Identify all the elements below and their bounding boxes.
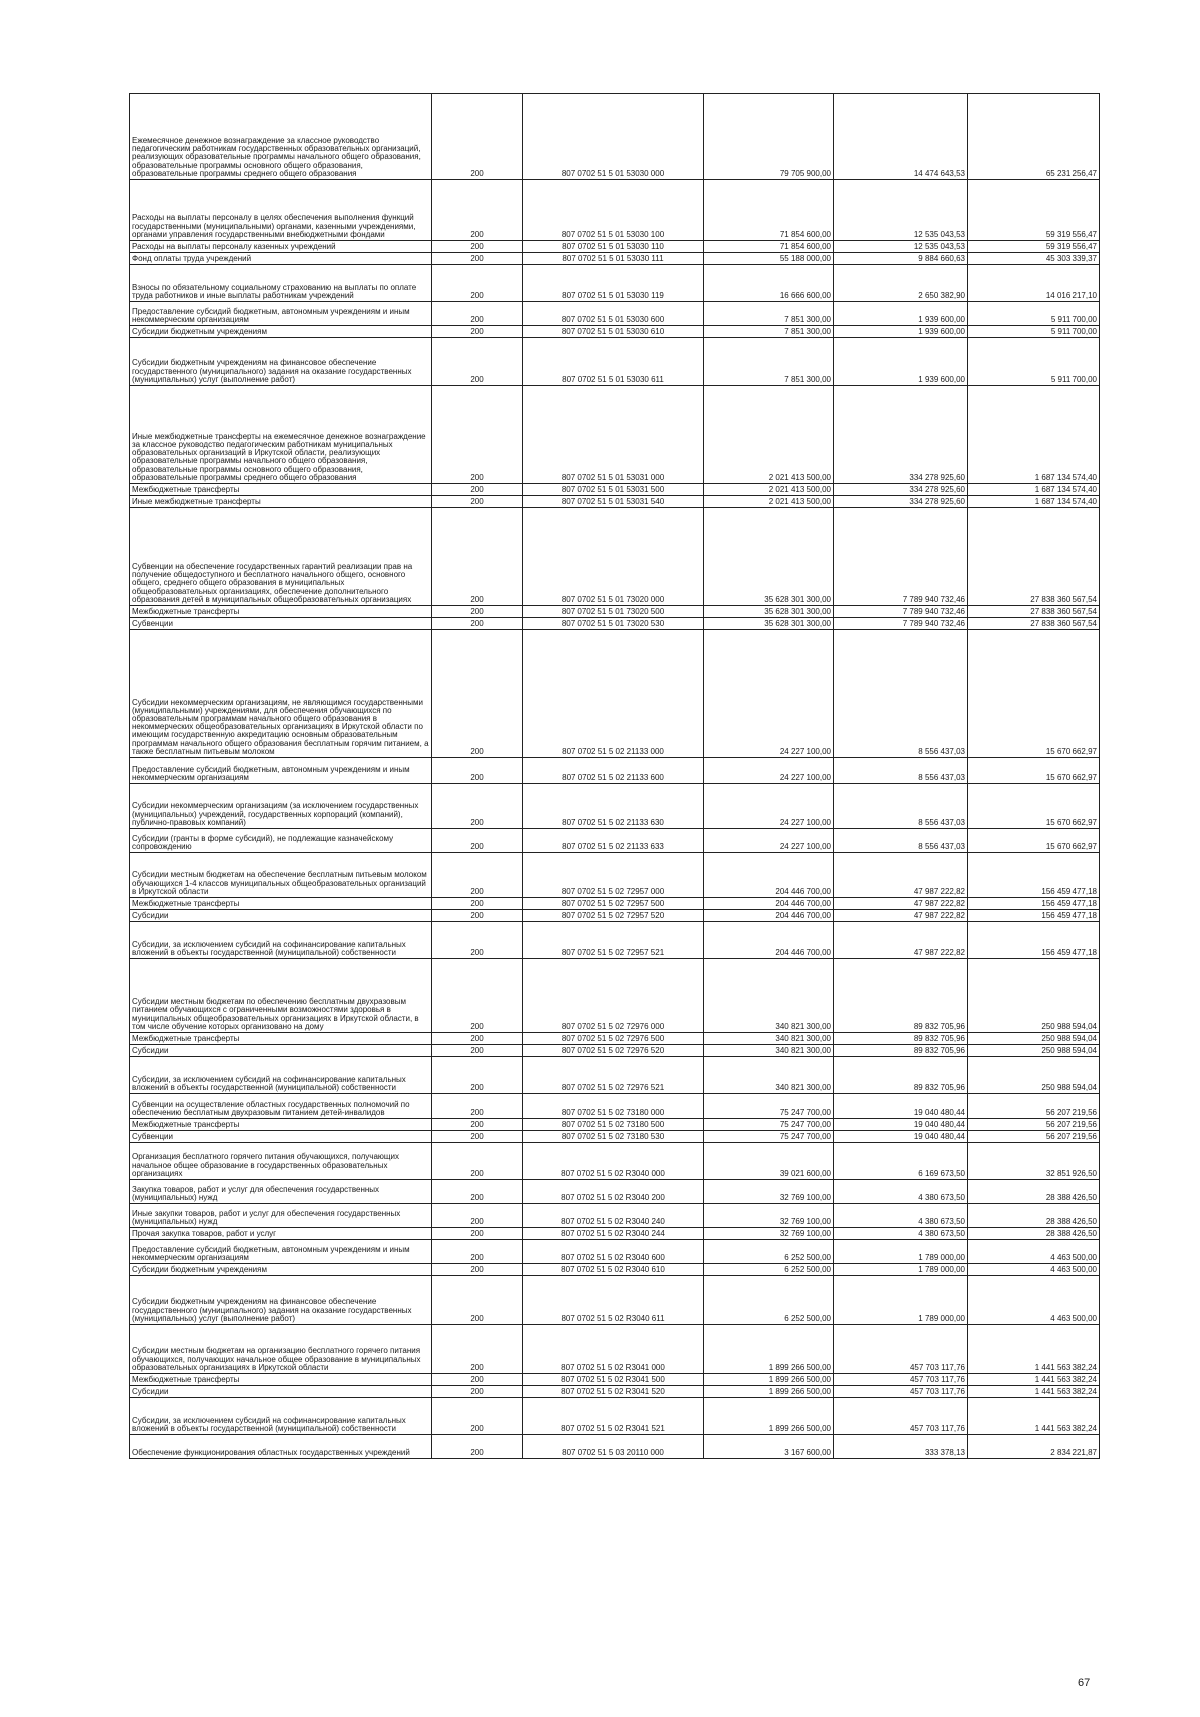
- table-row: [130, 326, 1100, 338]
- row-approved-cell: 39 021 600,00: [704, 1143, 834, 1180]
- row-unexecuted-cell: 1 687 134 574,40: [968, 386, 1100, 484]
- row-name-cell: Межбюджетные трансферты: [130, 1374, 432, 1386]
- row-name-cell: Субсидии бюджетным учреждениям на финансовое обеспечение государственного (муниципального) задания на оказание государственных (муниципальных) услуг (выполнение работ): [130, 338, 432, 386]
- row-executed-cell: 19 040 480,44: [834, 1119, 968, 1131]
- row-unexecuted-cell: 156 459 477,18: [968, 910, 1100, 922]
- row-approved-cell: 32 769 100,00: [704, 1180, 834, 1204]
- row-name-cell: Субсидии местным бюджетам на организацию бесплатного горячего питания обучающихся, получающих начальное общее образование в муниципальных образовательных организациях в Иркутской области: [130, 1325, 432, 1374]
- row-executed-cell: 334 278 925,60: [834, 496, 968, 508]
- row-budget-code-cell: 807 0702 51 5 02 72957 521: [523, 922, 704, 959]
- table-row: [130, 1240, 1100, 1264]
- row-unexecuted-cell: 27 838 360 567,54: [968, 606, 1100, 618]
- row-approved-cell: 75 247 700,00: [704, 1119, 834, 1131]
- row-unexecuted-cell: 59 319 556,47: [968, 180, 1100, 241]
- table-row: [130, 1386, 1100, 1398]
- row-executed-cell: 12 535 043,53: [834, 180, 968, 241]
- row-unexecuted-cell: 250 988 594,04: [968, 1033, 1100, 1045]
- row-line-code-cell: 200: [432, 496, 523, 508]
- row-budget-code-cell: 807 0702 51 5 01 53030 111: [523, 253, 704, 265]
- row-unexecuted-cell: 156 459 477,18: [968, 853, 1100, 898]
- row-executed-cell: 8 556 437,03: [834, 630, 968, 758]
- row-approved-cell: 55 188 000,00: [704, 253, 834, 265]
- row-executed-cell: 334 278 925,60: [834, 484, 968, 496]
- row-unexecuted-cell: 5 911 700,00: [968, 338, 1100, 386]
- row-approved-cell: 32 769 100,00: [704, 1228, 834, 1240]
- row-budget-code-cell: 807 0702 51 5 02 R3040 240: [523, 1204, 704, 1228]
- row-name-cell: Субсидии, за исключением субсидий на софинансирование капитальных вложений в объекты государственной (муниципальной) собственности: [130, 1398, 432, 1435]
- row-approved-cell: 1 899 266 500,00: [704, 1398, 834, 1435]
- row-unexecuted-cell: 56 207 219,56: [968, 1131, 1100, 1143]
- row-unexecuted-cell: 56 207 219,56: [968, 1119, 1100, 1131]
- table-row: [130, 508, 1100, 606]
- row-budget-code-cell: 807 0702 51 5 02 73180 000: [523, 1094, 704, 1119]
- row-approved-cell: 24 227 100,00: [704, 829, 834, 853]
- row-budget-code-cell: 807 0702 51 5 02 R3041 000: [523, 1325, 704, 1374]
- row-approved-cell: 204 446 700,00: [704, 898, 834, 910]
- row-budget-code-cell: 807 0702 51 5 02 73180 500: [523, 1119, 704, 1131]
- row-line-code-cell: 200: [432, 1276, 523, 1325]
- row-budget-code-cell: 807 0702 51 5 02 R3040 611: [523, 1276, 704, 1325]
- row-name-cell: Субсидии: [130, 910, 432, 922]
- table-row: [130, 898, 1100, 910]
- table-row: [130, 922, 1100, 959]
- row-executed-cell: 89 832 705,96: [834, 1033, 968, 1045]
- row-approved-cell: 204 446 700,00: [704, 922, 834, 959]
- row-unexecuted-cell: 28 388 426,50: [968, 1204, 1100, 1228]
- budget-execution-table: [129, 93, 1100, 1459]
- row-name-cell: Ежемесячное денежное вознаграждение за классное руководство педагогическим работникам государственных образовательных организаций, реализующих образовательные программы начального общего образования, образовательные программы основного общего образования, образовательные программы среднего общего образования: [130, 94, 432, 180]
- row-name-cell: Субсидии бюджетным учреждениям: [130, 326, 432, 338]
- row-executed-cell: 1 939 600,00: [834, 326, 968, 338]
- row-unexecuted-cell: 1 441 563 382,24: [968, 1374, 1100, 1386]
- row-executed-cell: 457 703 117,76: [834, 1325, 968, 1374]
- row-approved-cell: 1 899 266 500,00: [704, 1374, 834, 1386]
- row-unexecuted-cell: 1 441 563 382,24: [968, 1398, 1100, 1435]
- row-name-cell: Закупка товаров, работ и услуг для обеспечения государственных (муниципальных) нужд: [130, 1180, 432, 1204]
- row-name-cell: Субсидии бюджетным учреждениям: [130, 1264, 432, 1276]
- row-approved-cell: 35 628 301 300,00: [704, 606, 834, 618]
- row-executed-cell: 6 169 673,50: [834, 1143, 968, 1180]
- row-line-code-cell: 200: [432, 94, 523, 180]
- row-executed-cell: 89 832 705,96: [834, 1057, 968, 1094]
- page-number: 67: [1078, 1677, 1091, 1689]
- row-budget-code-cell: 807 0702 51 5 02 R3040 200: [523, 1180, 704, 1204]
- row-budget-code-cell: 807 0702 51 5 01 73020 000: [523, 508, 704, 606]
- row-name-cell: Иные межбюджетные трансферты на ежемесячное денежное вознаграждение за классное руководство педагогическим работникам муниципальных образовательных организаций в Иркутской области, реализующих образовательные программы начального общего образования, образовательные программы основного общего образования, образовательные программы среднего общего образования: [130, 386, 432, 484]
- row-executed-cell: 47 987 222,82: [834, 922, 968, 959]
- row-budget-code-cell: 807 0702 51 5 01 53031 000: [523, 386, 704, 484]
- row-executed-cell: 4 380 673,50: [834, 1228, 968, 1240]
- row-name-cell: Субсидии некоммерческим организациям, не являющимся государственными (муниципальными) учреждениями, для обеспечения обучающихся по образовательным программам начального общего образования в некоммерческих общеобразовательных организациях в Иркутской области по имеющим государственную аккредитацию основным образовательным программам начального общего образования бесплатным горячим питанием, а также бесплатным питьевым молоком: [130, 630, 432, 758]
- row-budget-code-cell: 807 0702 51 5 01 53030 610: [523, 326, 704, 338]
- row-approved-cell: 24 227 100,00: [704, 784, 834, 829]
- row-executed-cell: 334 278 925,60: [834, 386, 968, 484]
- row-line-code-cell: 200: [432, 1228, 523, 1240]
- row-budget-code-cell: 807 0702 51 5 02 72957 500: [523, 898, 704, 910]
- table-row: [130, 1094, 1100, 1119]
- row-approved-cell: 1 899 266 500,00: [704, 1386, 834, 1398]
- table-row: [130, 1435, 1100, 1459]
- row-unexecuted-cell: 59 319 556,47: [968, 241, 1100, 253]
- row-approved-cell: 35 628 301 300,00: [704, 618, 834, 630]
- row-executed-cell: 19 040 480,44: [834, 1094, 968, 1119]
- row-approved-cell: 1 899 266 500,00: [704, 1325, 834, 1374]
- row-unexecuted-cell: 250 988 594,04: [968, 959, 1100, 1033]
- row-name-cell: Взносы по обязательному социальному страхованию на выплаты по оплате труда работников и иные выплаты работникам учреждений: [130, 265, 432, 302]
- row-line-code-cell: 200: [432, 1033, 523, 1045]
- row-name-cell: Межбюджетные трансферты: [130, 606, 432, 618]
- row-budget-code-cell: 807 0702 51 5 02 72976 520: [523, 1045, 704, 1057]
- row-line-code-cell: 200: [432, 1374, 523, 1386]
- row-unexecuted-cell: 32 851 926,50: [968, 1143, 1100, 1180]
- row-line-code-cell: 200: [432, 253, 523, 265]
- row-budget-code-cell: 807 0702 51 5 01 73020 530: [523, 618, 704, 630]
- row-budget-code-cell: 807 0702 51 5 01 53030 119: [523, 265, 704, 302]
- row-name-cell: Прочая закупка товаров, работ и услуг: [130, 1228, 432, 1240]
- row-name-cell: Расходы на выплаты персоналу в целях обеспечения выполнения функций государственными (муниципальными) органами, казенными учреждениями, органами управления государственными внебюджетными фондами: [130, 180, 432, 241]
- table-row: [130, 386, 1100, 484]
- table-row: [130, 1264, 1100, 1276]
- row-approved-cell: 340 821 300,00: [704, 1057, 834, 1094]
- row-approved-cell: 204 446 700,00: [704, 853, 834, 898]
- row-executed-cell: 457 703 117,76: [834, 1398, 968, 1435]
- row-budget-code-cell: 807 0702 51 5 01 53030 000: [523, 94, 704, 180]
- row-executed-cell: 7 789 940 732,46: [834, 508, 968, 606]
- row-executed-cell: 8 556 437,03: [834, 784, 968, 829]
- row-approved-cell: 3 167 600,00: [704, 1435, 834, 1459]
- row-budget-code-cell: 807 0702 51 5 01 73020 500: [523, 606, 704, 618]
- table-row: [130, 1033, 1100, 1045]
- row-line-code-cell: 200: [432, 1143, 523, 1180]
- row-approved-cell: 75 247 700,00: [704, 1094, 834, 1119]
- row-executed-cell: 1 789 000,00: [834, 1240, 968, 1264]
- row-line-code-cell: 200: [432, 630, 523, 758]
- table-row: [130, 784, 1100, 829]
- row-line-code-cell: 200: [432, 180, 523, 241]
- row-unexecuted-cell: 1 441 563 382,24: [968, 1386, 1100, 1398]
- row-name-cell: Межбюджетные трансферты: [130, 1033, 432, 1045]
- row-line-code-cell: 200: [432, 508, 523, 606]
- row-name-cell: Межбюджетные трансферты: [130, 898, 432, 910]
- row-budget-code-cell: 807 0702 51 5 02 21133 633: [523, 829, 704, 853]
- row-budget-code-cell: 807 0702 51 5 02 72957 000: [523, 853, 704, 898]
- row-budget-code-cell: 807 0702 51 5 01 53031 500: [523, 484, 704, 496]
- table-row: [130, 618, 1100, 630]
- row-unexecuted-cell: 5 911 700,00: [968, 302, 1100, 326]
- row-name-cell: Субвенции: [130, 1131, 432, 1143]
- row-line-code-cell: 200: [432, 326, 523, 338]
- table-row: [130, 1057, 1100, 1094]
- row-name-cell: Межбюджетные трансферты: [130, 1119, 432, 1131]
- row-budget-code-cell: 807 0702 51 5 01 53030 611: [523, 338, 704, 386]
- row-approved-cell: 2 021 413 500,00: [704, 496, 834, 508]
- row-unexecuted-cell: 4 463 500,00: [968, 1276, 1100, 1325]
- table-row: [130, 253, 1100, 265]
- row-name-cell: Межбюджетные трансферты: [130, 484, 432, 496]
- row-approved-cell: 24 227 100,00: [704, 758, 834, 784]
- row-executed-cell: 14 474 643,53: [834, 94, 968, 180]
- row-line-code-cell: 200: [432, 959, 523, 1033]
- row-budget-code-cell: 807 0702 51 5 01 53030 600: [523, 302, 704, 326]
- row-line-code-cell: 200: [432, 1094, 523, 1119]
- row-line-code-cell: 200: [432, 1180, 523, 1204]
- row-name-cell: Субсидии: [130, 1045, 432, 1057]
- row-line-code-cell: 200: [432, 1398, 523, 1435]
- row-executed-cell: 47 987 222,82: [834, 898, 968, 910]
- row-executed-cell: 4 380 673,50: [834, 1180, 968, 1204]
- row-approved-cell: 32 769 100,00: [704, 1204, 834, 1228]
- row-executed-cell: 8 556 437,03: [834, 758, 968, 784]
- row-budget-code-cell: 807 0702 51 5 02 R3041 520: [523, 1386, 704, 1398]
- row-executed-cell: 1 939 600,00: [834, 338, 968, 386]
- row-executed-cell: 89 832 705,96: [834, 1045, 968, 1057]
- row-unexecuted-cell: 250 988 594,04: [968, 1057, 1100, 1094]
- row-name-cell: Субсидии бюджетным учреждениям на финансовое обеспечение государственного (муниципального) задания на оказание государственных (муниципальных) услуг (выполнение работ): [130, 1276, 432, 1325]
- row-executed-cell: 47 987 222,82: [834, 853, 968, 898]
- row-budget-code-cell: 807 0702 51 5 02 R3040 600: [523, 1240, 704, 1264]
- row-name-cell: Организация бесплатного горячего питания обучающихся, получающих начальное общее образование в государственных образовательных организациях: [130, 1143, 432, 1180]
- row-executed-cell: 1 939 600,00: [834, 302, 968, 326]
- row-unexecuted-cell: 4 463 500,00: [968, 1264, 1100, 1276]
- row-approved-cell: 6 252 500,00: [704, 1276, 834, 1325]
- row-unexecuted-cell: 28 388 426,50: [968, 1180, 1100, 1204]
- row-name-cell: Расходы на выплаты персоналу казенных учреждений: [130, 241, 432, 253]
- row-line-code-cell: 200: [432, 1264, 523, 1276]
- row-budget-code-cell: 807 0702 51 5 03 20110 000: [523, 1435, 704, 1459]
- table-row: [130, 829, 1100, 853]
- table-row: [130, 496, 1100, 508]
- row-executed-cell: 7 789 940 732,46: [834, 618, 968, 630]
- table-row: [130, 853, 1100, 898]
- row-name-cell: Субсидии местным бюджетам по обеспечению бесплатным двухразовым питанием обучающихся с ограниченными возможностями здоровья в муниципальных общеобразовательных организациях в Иркутской области, в том числе обучение которых организовано на дому: [130, 959, 432, 1033]
- row-approved-cell: 340 821 300,00: [704, 1045, 834, 1057]
- row-name-cell: Фонд оплаты труда учреждений: [130, 253, 432, 265]
- row-line-code-cell: 200: [432, 386, 523, 484]
- row-line-code-cell: 200: [432, 853, 523, 898]
- row-executed-cell: 457 703 117,76: [834, 1374, 968, 1386]
- row-executed-cell: 1 789 000,00: [834, 1264, 968, 1276]
- table-row: [130, 630, 1100, 758]
- row-line-code-cell: 200: [432, 241, 523, 253]
- row-executed-cell: 8 556 437,03: [834, 829, 968, 853]
- table-row: [130, 959, 1100, 1033]
- row-budget-code-cell: 807 0702 51 5 02 R3040 000: [523, 1143, 704, 1180]
- row-name-cell: Субсидии (гранты в форме субсидий), не подлежащие казначейскому сопровождению: [130, 829, 432, 853]
- row-line-code-cell: 200: [432, 910, 523, 922]
- row-budget-code-cell: 807 0702 51 5 02 73180 530: [523, 1131, 704, 1143]
- row-line-code-cell: 200: [432, 1386, 523, 1398]
- row-name-cell: Субсидии местным бюджетам на обеспечение бесплатным питьевым молоком обучающихся 1-4 классов муниципальных общеобразовательных организаций в Иркутской области: [130, 853, 432, 898]
- row-name-cell: Субсидии, за исключением субсидий на софинансирование капитальных вложений в объекты государственной (муниципальной) собственности: [130, 1057, 432, 1094]
- table-row: [130, 1276, 1100, 1325]
- row-unexecuted-cell: 4 463 500,00: [968, 1240, 1100, 1264]
- row-approved-cell: 204 446 700,00: [704, 910, 834, 922]
- row-unexecuted-cell: 45 303 339,37: [968, 253, 1100, 265]
- row-unexecuted-cell: 15 670 662,97: [968, 758, 1100, 784]
- row-executed-cell: 7 789 940 732,46: [834, 606, 968, 618]
- row-approved-cell: 6 252 500,00: [704, 1240, 834, 1264]
- row-unexecuted-cell: 28 388 426,50: [968, 1228, 1100, 1240]
- row-unexecuted-cell: 1 441 563 382,24: [968, 1325, 1100, 1374]
- row-budget-code-cell: 807 0702 51 5 02 R3041 521: [523, 1398, 704, 1435]
- row-unexecuted-cell: 5 911 700,00: [968, 326, 1100, 338]
- row-approved-cell: 24 227 100,00: [704, 630, 834, 758]
- row-name-cell: Иные закупки товаров, работ и услуг для обеспечения государственных (муниципальных) нужд: [130, 1204, 432, 1228]
- row-line-code-cell: 200: [432, 606, 523, 618]
- row-name-cell: Обеспечение функционирования областных государственных учреждений: [130, 1435, 432, 1459]
- row-line-code-cell: 200: [432, 784, 523, 829]
- row-line-code-cell: 200: [432, 1057, 523, 1094]
- row-name-cell: Субсидии некоммерческим организациям (за исключением государственных (муниципальных) учреждений, государственных корпораций (компаний), публично-правовых компаний): [130, 784, 432, 829]
- row-line-code-cell: 200: [432, 1325, 523, 1374]
- row-line-code-cell: 200: [432, 829, 523, 853]
- row-unexecuted-cell: 250 988 594,04: [968, 1045, 1100, 1057]
- table-row: [130, 338, 1100, 386]
- row-unexecuted-cell: 2 834 221,87: [968, 1435, 1100, 1459]
- row-line-code-cell: 200: [432, 1045, 523, 1057]
- row-budget-code-cell: 807 0702 51 5 01 53030 100: [523, 180, 704, 241]
- row-name-cell: Предоставление субсидий бюджетным, автономным учреждениям и иным некоммерческим организациям: [130, 1240, 432, 1264]
- row-unexecuted-cell: 14 016 217,10: [968, 265, 1100, 302]
- row-line-code-cell: 200: [432, 758, 523, 784]
- row-line-code-cell: 200: [432, 1204, 523, 1228]
- table-row: [130, 606, 1100, 618]
- row-executed-cell: 89 832 705,96: [834, 959, 968, 1033]
- table-row: [130, 180, 1100, 241]
- table-row: [130, 1228, 1100, 1240]
- row-approved-cell: 7 851 300,00: [704, 302, 834, 326]
- row-executed-cell: 457 703 117,76: [834, 1386, 968, 1398]
- table-body: [130, 94, 1100, 1459]
- row-budget-code-cell: 807 0702 51 5 02 R3040 244: [523, 1228, 704, 1240]
- row-unexecuted-cell: 1 687 134 574,40: [968, 484, 1100, 496]
- row-executed-cell: 12 535 043,53: [834, 241, 968, 253]
- row-line-code-cell: 200: [432, 484, 523, 496]
- row-approved-cell: 71 854 600,00: [704, 241, 834, 253]
- row-unexecuted-cell: 65 231 256,47: [968, 94, 1100, 180]
- table-row: [130, 910, 1100, 922]
- row-budget-code-cell: 807 0702 51 5 02 72976 500: [523, 1033, 704, 1045]
- row-line-code-cell: 200: [432, 1435, 523, 1459]
- row-approved-cell: 79 705 900,00: [704, 94, 834, 180]
- row-unexecuted-cell: 27 838 360 567,54: [968, 508, 1100, 606]
- row-budget-code-cell: 807 0702 51 5 02 21133 000: [523, 630, 704, 758]
- row-unexecuted-cell: 15 670 662,97: [968, 829, 1100, 853]
- row-name-cell: Предоставление субсидий бюджетным, автономным учреждениям и иным некоммерческим организациям: [130, 302, 432, 326]
- row-approved-cell: 71 854 600,00: [704, 180, 834, 241]
- row-approved-cell: 2 021 413 500,00: [704, 386, 834, 484]
- table-row: [130, 1398, 1100, 1435]
- row-line-code-cell: 200: [432, 1131, 523, 1143]
- row-approved-cell: 75 247 700,00: [704, 1131, 834, 1143]
- row-approved-cell: 7 851 300,00: [704, 338, 834, 386]
- row-approved-cell: 2 021 413 500,00: [704, 484, 834, 496]
- table-row: [130, 265, 1100, 302]
- row-budget-code-cell: 807 0702 51 5 01 53031 540: [523, 496, 704, 508]
- row-line-code-cell: 200: [432, 302, 523, 326]
- row-unexecuted-cell: 156 459 477,18: [968, 922, 1100, 959]
- row-line-code-cell: 200: [432, 898, 523, 910]
- table-row: [130, 94, 1100, 180]
- table-row: [130, 1131, 1100, 1143]
- row-budget-code-cell: 807 0702 51 5 02 21133 600: [523, 758, 704, 784]
- row-name-cell: Иные межбюджетные трансферты: [130, 496, 432, 508]
- table-row: [130, 241, 1100, 253]
- table-row: [130, 1325, 1100, 1374]
- row-unexecuted-cell: 156 459 477,18: [968, 898, 1100, 910]
- row-budget-code-cell: 807 0702 51 5 02 R3041 500: [523, 1374, 704, 1386]
- row-line-code-cell: 200: [432, 1240, 523, 1264]
- row-budget-code-cell: 807 0702 51 5 02 72976 521: [523, 1057, 704, 1094]
- row-line-code-cell: 200: [432, 265, 523, 302]
- row-unexecuted-cell: 15 670 662,97: [968, 784, 1100, 829]
- row-budget-code-cell: 807 0702 51 5 02 72976 000: [523, 959, 704, 1033]
- row-budget-code-cell: 807 0702 51 5 02 R3040 610: [523, 1264, 704, 1276]
- row-unexecuted-cell: 15 670 662,97: [968, 630, 1100, 758]
- row-approved-cell: 340 821 300,00: [704, 1033, 834, 1045]
- row-executed-cell: 47 987 222,82: [834, 910, 968, 922]
- row-approved-cell: 340 821 300,00: [704, 959, 834, 1033]
- table-row: [130, 302, 1100, 326]
- row-executed-cell: 1 789 000,00: [834, 1276, 968, 1325]
- row-executed-cell: 4 380 673,50: [834, 1204, 968, 1228]
- row-unexecuted-cell: 27 838 360 567,54: [968, 618, 1100, 630]
- row-budget-code-cell: 807 0702 51 5 02 72957 520: [523, 910, 704, 922]
- row-executed-cell: 19 040 480,44: [834, 1131, 968, 1143]
- row-executed-cell: 9 884 660,63: [834, 253, 968, 265]
- row-line-code-cell: 200: [432, 1119, 523, 1131]
- row-approved-cell: 35 628 301 300,00: [704, 508, 834, 606]
- row-executed-cell: 2 650 382,90: [834, 265, 968, 302]
- row-name-cell: Субвенции на осуществление областных государственных полномочий по обеспечению бесплатным двухразовым питанием детей-инвалидов: [130, 1094, 432, 1119]
- table-row: [130, 758, 1100, 784]
- row-unexecuted-cell: 56 207 219,56: [968, 1094, 1100, 1119]
- row-name-cell: Субвенции на обеспечение государственных гарантий реализации прав на получение общедоступного и бесплатного начального общего, основного общего, среднего общего образования в муниципальных общеобразовательных организациях, обеспечение дополнительного образования детей в муниципальных общеобразовательных организациях: [130, 508, 432, 606]
- table-row: [130, 1119, 1100, 1131]
- table-row: [130, 1180, 1100, 1204]
- row-budget-code-cell: 807 0702 51 5 02 21133 630: [523, 784, 704, 829]
- row-name-cell: Субсидии, за исключением субсидий на софинансирование капитальных вложений в объекты государственной (муниципальной) собственности: [130, 922, 432, 959]
- row-line-code-cell: 200: [432, 338, 523, 386]
- row-executed-cell: 333 378,13: [834, 1435, 968, 1459]
- row-unexecuted-cell: 1 687 134 574,40: [968, 496, 1100, 508]
- row-approved-cell: 6 252 500,00: [704, 1264, 834, 1276]
- row-name-cell: Предоставление субсидий бюджетным, автономным учреждениям и иным некоммерческим организациям: [130, 758, 432, 784]
- table-row: [130, 1204, 1100, 1228]
- row-line-code-cell: 200: [432, 922, 523, 959]
- row-approved-cell: 7 851 300,00: [704, 326, 834, 338]
- table-row: [130, 1374, 1100, 1386]
- row-budget-code-cell: 807 0702 51 5 01 53030 110: [523, 241, 704, 253]
- row-approved-cell: 16 666 600,00: [704, 265, 834, 302]
- table-row: [130, 1045, 1100, 1057]
- table-row: [130, 1143, 1100, 1180]
- table-row: [130, 484, 1100, 496]
- row-line-code-cell: 200: [432, 618, 523, 630]
- row-name-cell: Субвенции: [130, 618, 432, 630]
- row-name-cell: Субсидии: [130, 1386, 432, 1398]
